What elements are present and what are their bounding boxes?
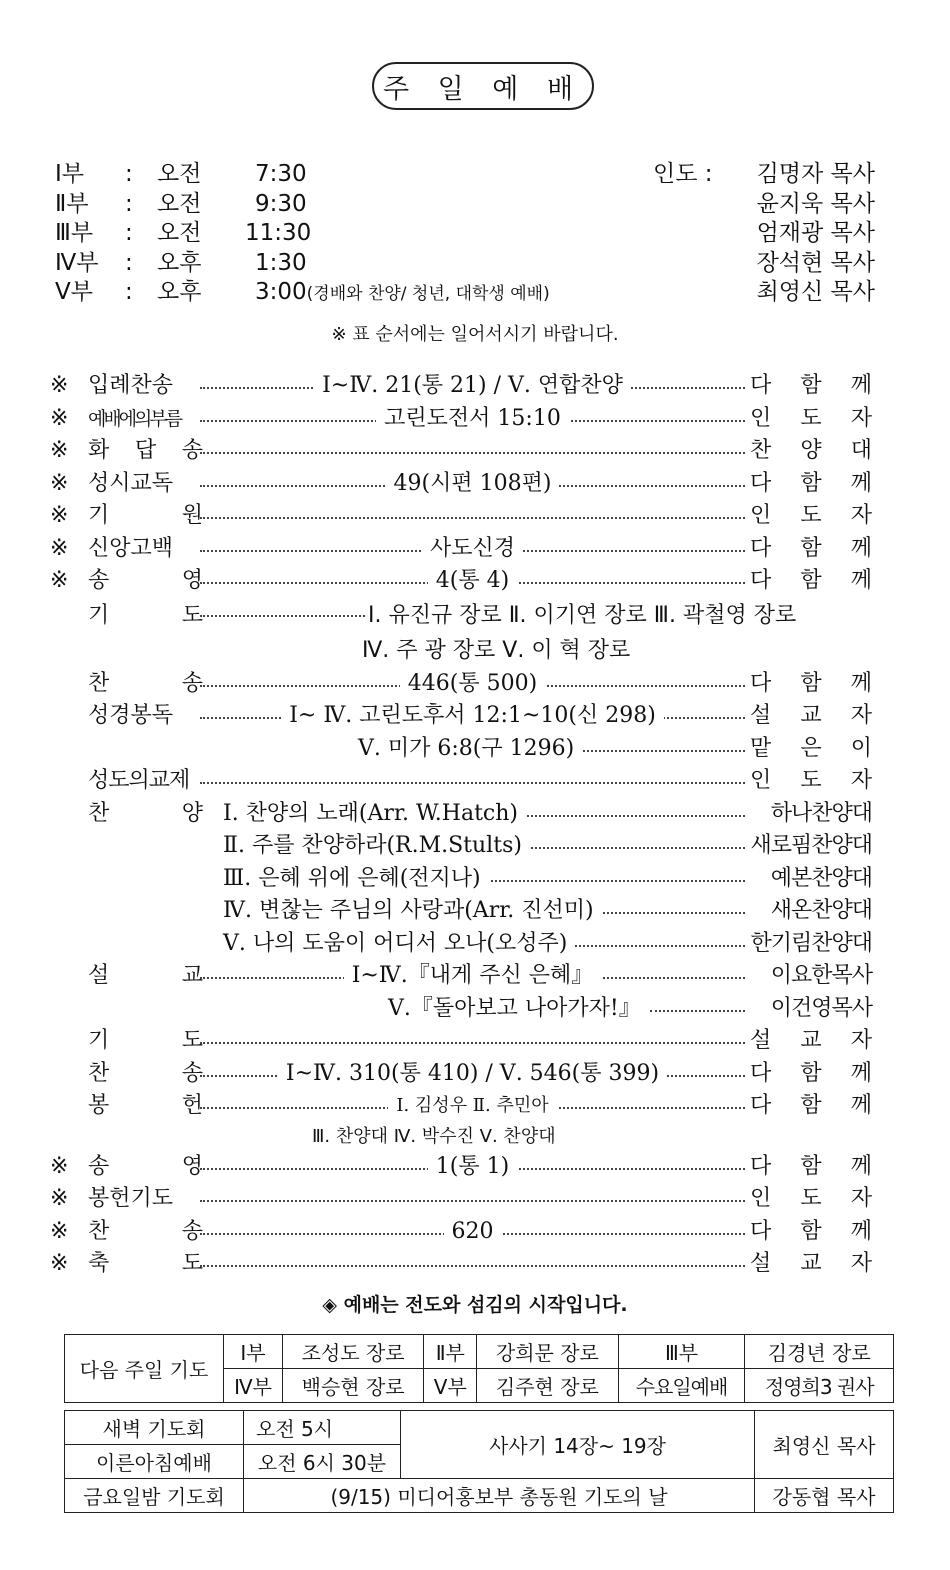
order-item: 설 교	[88, 963, 203, 988]
next-prayer-table: 다음 주일 기도 Ⅰ부 조성도 장로 Ⅱ부 강희문 장로 Ⅲ부 김경년 장로 Ⅳ부 백승현 장로 Ⅴ부 김주현 장로 수요일예배 정영희3 권사	[64, 1334, 894, 1403]
choir-row: Ⅱ. 주를 찬양하라(R.M.Stults) 새로핌찬양대	[50, 830, 890, 863]
choir-row: Ⅴ. 나의 도움이 어디서 오나(오성주) 한기림찬양대	[50, 928, 890, 961]
order-row: ※ 봉헌기도 인 도 자	[50, 1183, 890, 1216]
order-who: 다 함 께	[750, 470, 872, 496]
order-who: 다 함 께	[750, 568, 872, 593]
order-who: 인 도 자	[750, 405, 872, 431]
service-time: 3:00(경배와 찬양/ 청년, 대학생 예배)	[255, 279, 550, 305]
order-item: 기 도	[88, 602, 203, 628]
order-who: 다 함 께	[750, 1093, 872, 1118]
page-title: 주 일 예 배	[372, 62, 594, 110]
order-item: 봉 헌	[88, 1093, 203, 1118]
order-item: 신앙고백	[88, 535, 174, 561]
order-item: 성경봉독	[88, 703, 174, 728]
order-row	[50, 1025, 890, 1058]
order-item: 예배에의부름	[88, 407, 181, 430]
order-item: 찬 양	[88, 800, 203, 826]
order-who: 다 함 께	[750, 670, 872, 696]
order-item: 찬 송	[88, 1060, 203, 1086]
order-row: 설 교 Ⅰ~Ⅳ.『내게 주신 은혜』 이요한목사	[50, 960, 890, 993]
order-who: 한기림찬양대	[750, 930, 872, 956]
order-row: 봉 헌 Ⅰ. 김성우 Ⅱ. 추민아 다 함 께	[50, 1090, 890, 1123]
order-who: 이요한목사	[770, 963, 872, 988]
order-item: 송 영	[88, 568, 203, 593]
order-row: ※ 신앙고백 사도신경 다 함 께	[50, 533, 890, 566]
order-item: 입례찬송	[88, 373, 174, 398]
service-row: Ⅱ부 : 오전 9:30 윤지욱 목사	[55, 190, 895, 220]
order-row	[50, 765, 890, 798]
order-row: ※ 찬 송 620 다 함 께	[50, 1216, 890, 1249]
order-who: 설 교 자	[750, 703, 872, 728]
order-row: ※ 성시교독 49(시편 108편) 다 함 께	[50, 468, 890, 501]
service-row: Ⅴ부 : 오후 3:00(경배와 찬양/ 청년, 대학생 예배) 최영신 목사	[55, 278, 895, 308]
order-item: 찬 송	[88, 1218, 203, 1244]
order-item: 봉헌기도	[88, 1186, 174, 1211]
order-who: 맡 은 이	[750, 735, 872, 761]
choir-row: 찬 양 Ⅰ. 찬양의 노래(Arr. W.Hatch) 하나찬양대	[50, 798, 890, 831]
order-who: 인 도 자	[750, 768, 872, 793]
worship-order	[50, 370, 890, 1281]
order-who: 새로핌찬양대	[750, 833, 872, 858]
order-row: Ⅴ. 미가 6:8(구 1296) 맡 은 이	[50, 733, 890, 766]
choir-row: Ⅲ. 은혜 위에 은혜(전지나) 예본찬양대	[50, 863, 890, 896]
service-row: Ⅳ부 : 오후 1:30 장석현 목사	[55, 249, 895, 279]
order-who: 인 도 자	[750, 1186, 872, 1211]
order-who: 다 함 께	[750, 373, 872, 398]
order-who: 다 함 께	[750, 1060, 872, 1086]
order-row: ※ 예배에의부름 고린도전서 15:10 인 도 자	[50, 403, 890, 436]
order-item: 화 답 송	[88, 438, 203, 463]
service-row: Ⅲ부 : 오전 11:30 엄재광 목사	[55, 219, 895, 249]
service-times	[55, 160, 895, 308]
order-row: 찬 송 Ⅰ~Ⅳ. 310(통 410) / Ⅴ. 546(통 399) 다 함 께	[50, 1058, 890, 1091]
order-row: Ⅲ. 찬양대 Ⅳ. 박수진 Ⅴ. 찬양대	[312, 1125, 556, 1147]
order-who: 다 함 께	[750, 1153, 872, 1179]
service-row: Ⅰ부 : 오전 7:30 인도 : 김명자 목사	[55, 160, 895, 190]
order-item: 성시교독	[88, 470, 174, 496]
choir-row: Ⅳ. 변찮는 주님의 사랑과(Arr. 진선미) 새온찬양대	[50, 895, 890, 928]
order-item: 성도의교제	[88, 768, 190, 793]
service-time: 7:30	[255, 161, 307, 187]
order-who: 다 함 께	[750, 1218, 872, 1244]
order-item: 찬 송	[88, 670, 203, 696]
order-row: ※ 화 답 송 찬 양 대	[50, 435, 890, 468]
service-time: 1:30	[255, 249, 307, 276]
order-who: 새온찬양대	[770, 898, 872, 923]
order-row: Ⅴ.『돌아보고 나아가자!』 이건영목사	[50, 993, 890, 1026]
order-who: 설 교 자	[750, 1251, 872, 1276]
order-row: ※ 송 영 1(통 1) 다 함 께	[50, 1151, 890, 1184]
order-who: 하나찬양대	[770, 800, 872, 826]
order-row: ※ 축 도 설 교 자	[50, 1248, 890, 1281]
order-row: ※ 기 원 인 도 자	[50, 500, 890, 533]
order-who: 이건영목사	[770, 995, 872, 1021]
order-item: 기 원	[88, 503, 203, 528]
order-item: 기 도	[88, 1028, 203, 1053]
order-who: 인 도 자	[750, 503, 872, 528]
order-item: 송 영	[88, 1153, 203, 1179]
order-row: 기 도 Ⅰ. 유진규 장로 Ⅱ. 이기연 장로 Ⅲ. 곽철영 장로	[50, 598, 890, 634]
order-row: ※ 송 영 4(통 4) 다 함 께	[50, 565, 890, 598]
order-who: 찬 양 대	[750, 438, 872, 463]
order-who: 다 함 께	[750, 535, 872, 561]
next-prayer-label: 다음 주일 기도	[65, 1335, 224, 1403]
order-row: 성경봉독 Ⅰ~ Ⅳ. 고린도후서 12:1~10(신 298) 설 교 자	[50, 700, 890, 733]
service-time: 11:30	[245, 220, 312, 246]
order-item: 축 도	[88, 1251, 203, 1276]
service-time: 9:30	[255, 190, 307, 217]
order-row: Ⅳ. 주 광 장로 Ⅴ. 이 혁 장로	[362, 637, 631, 663]
order-who: 예본찬양대	[770, 865, 872, 891]
order-row: ※ 입례찬송 Ⅰ~Ⅳ. 21(통 21) / Ⅴ. 연합찬양 다 함 께	[50, 370, 890, 403]
stand-note: ※ 표 순서에는 일어서시기 바랍니다.	[331, 324, 619, 345]
order-who: 설 교 자	[750, 1028, 872, 1053]
meetings-table: 새벽 기도회 오전 5시 사사기 14장~ 19장 최영신 목사 이른아침예배 오전 6시 30분 금요일밤 기도회 (9/15) 미디어홍보부 총동원 기도의 날 강동협 목사	[64, 1410, 894, 1513]
order-row: 찬 송 446(통 500) 다 함 께	[50, 668, 890, 701]
slogan: ◈ 예배는 전도와 섬김의 시작입니다.	[322, 1294, 628, 1316]
